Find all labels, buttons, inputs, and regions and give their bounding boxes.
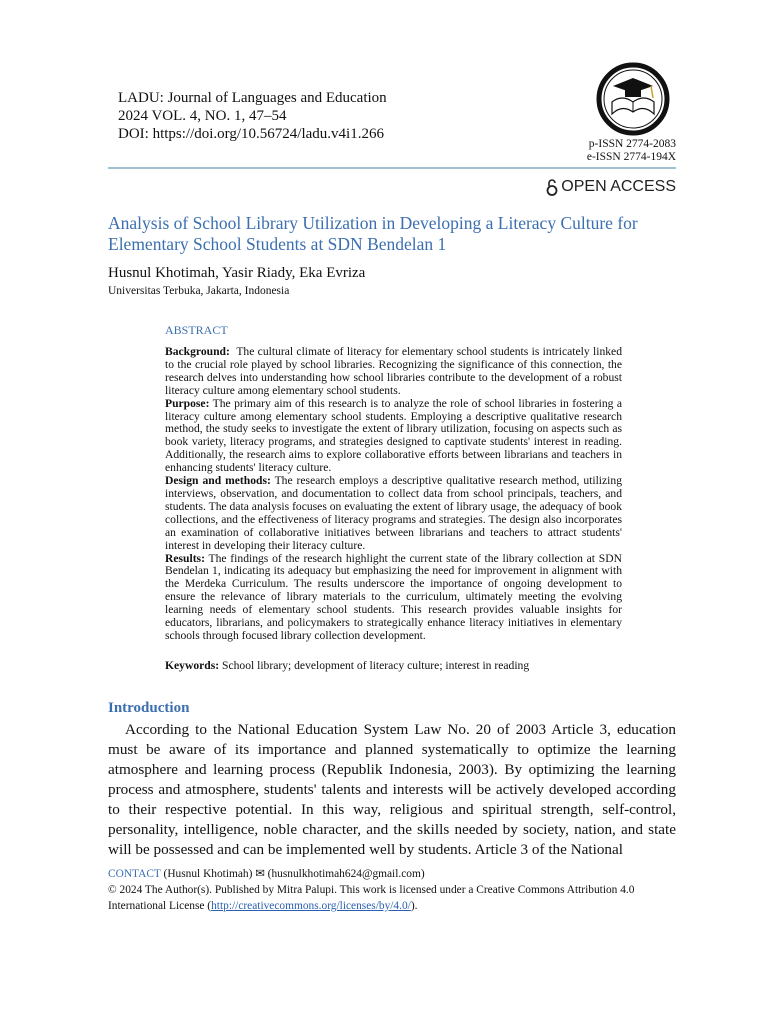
footer-notes [108,866,683,914]
article-title: Analysis of School Library Utilization in Developing a Literacy Culture for Elementary School Students at SDN Bendelan 1 [108,213,638,254]
authors: Husnul Khotimah, Yasir Riady, Eka Evriza [108,265,366,281]
masthead [108,62,676,164]
section-label: Purpose: [165,396,210,410]
journal-volume: 2024 VOL. 4, NO. 1, 47–54 [118,108,287,124]
contact-line [108,866,683,882]
license-line [108,882,683,914]
doi: DOI: https://doi.org/10.56724/ladu.v4i1.266 [118,126,384,142]
contact-email: (husnulkhotimah624@gmail.com) [264,867,425,880]
license-end: ). [410,899,418,912]
open-lock-icon [546,179,558,196]
journal-logo [596,62,670,136]
keywords-text: School library; development of literacy culture; interest in reading [219,658,530,672]
open-access-label: OPEN ACCESS [561,178,676,195]
abstract-purpose [165,398,622,475]
masthead-right [587,62,676,164]
abstract-heading: ABSTRACT [165,323,228,337]
section-text: The findings of the research highlight the current state of the library collection at SDN Bendelan 1, indicating its adequacy but emphasizing the need for improvement in alignment with the Merdeka Curriculum. The results underscore the importance of ongoing development to ensure the relevance of library materials to the curriculum, ultimately meeting the evolving learning needs of elementary school students. This research provides valuable insights for educators, librarians, and policymakers to strategically enhance literacy initiatives in elementary schools through focused library collection development. [165,551,622,642]
section-text: The primary aim of this research is to analyze the role of school libraries in fostering a literacy culture among elementary school students. Employing a descriptive qualitative research method, the study seeks to investigate the extent of library utilization, focusing on aspects such as book variety, literacy programs, and strategies designed to captivate students' interest in reading. Additionally, the research aims to explore collaborative efforts between librarians and teachers in enhancing students' literacy culture. [165,396,622,475]
contact-name: (Husnul Khotimah) [160,867,256,880]
e-issn: e-ISSN 2774-194X [586,151,676,163]
journal-header [118,89,387,143]
introduction-heading: Introduction [108,699,190,716]
envelope-icon: ✉ [255,867,265,880]
license-text: © 2024 The Author(s). Published by Mitra Palupi. This work is licensed under a Creative Commons Attribution 4.0 International License ( [108,883,635,912]
section-label: Background: [165,345,230,358]
journal-name: LADU: Journal of Languages and Education [118,90,387,106]
section-text: The research employs a descriptive qualitative research method, utilizing interviews, observation, and documentation to collect data from school principals, teachers, and students. The data analysis focuses on evaluating the extent of library usage, the adequacy of book collections, and the effectiveness of literacy programs and strategies. The design also incorporates an examination of collaborative initiatives between librarians and teachers to attract students' interest in developing their literacy culture. [165,474,622,552]
keywords [165,659,635,673]
abstract-background [165,345,625,398]
abstract-results [165,553,622,643]
abstract-body [165,345,625,643]
section-label: Design and methods: [165,474,271,488]
section-text: The cultural climate of literacy for elementary school students is intricately linked to the crucial role played by school libraries. Recognizing the significance of this connection, the research delves into understanding how school libraries contribute to the development of a robust literacy culture among elementary school students. [165,345,625,397]
issn-block [587,138,676,164]
open-access-badge [108,178,676,196]
abstract-design [165,475,622,552]
keywords-label: Keywords: [165,658,220,672]
license-link[interactable]: http://creativecommons.org/licenses/by/4.0/ [211,899,411,912]
contact-label: CONTACT [108,867,161,880]
section-label: Results: [165,551,205,565]
p-issn: p-ISSN 2774-2083 [588,138,676,150]
introduction-paragraph: According to the National Education System Law No. 20 of 2003 Article 3, education must be aware of its importance and planned systematically to optimize the learning atmosphere and learning process (Republik Indonesia, 2003). By optimizing the learning process and atmosphere, students' talents and interests will be actively developed according to their respective potential. In this way, religious and spiritual strength, self-control, personality, intelligence, noble character, and the skills needed by society, nation, and state will be possessed and can be implemented well by students. Article 3 of the National [108,720,676,858]
header-divider [108,167,676,169]
affiliation: Universitas Terbuka, Jakarta, Indonesia [108,285,290,297]
